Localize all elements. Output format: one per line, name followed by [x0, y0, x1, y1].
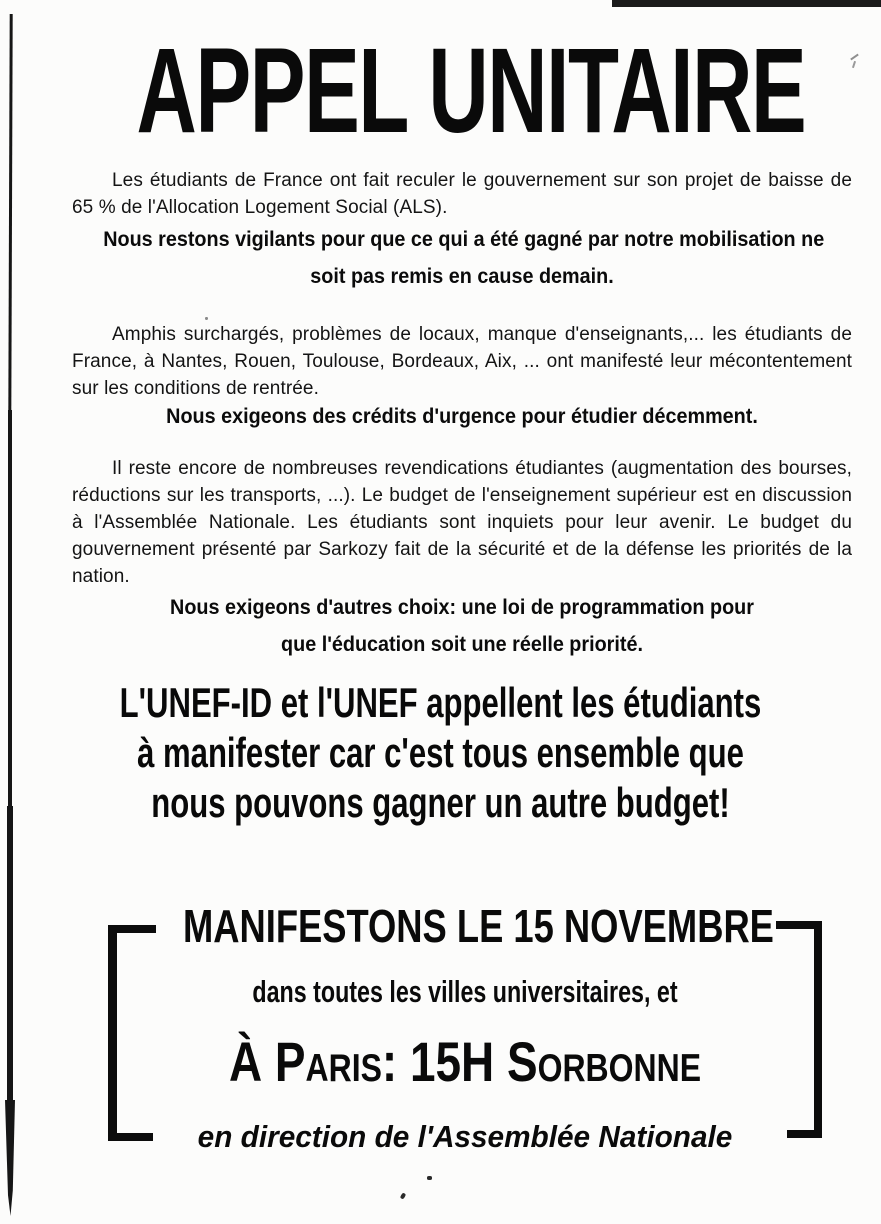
ink-speck: [427, 1176, 432, 1180]
choices-slogan-line-2: que l'éducation soit une réelle priorité.: [281, 632, 643, 656]
unef-appeal-line-1: L'UNEF-ID et l'UNEF appellent les étudiants: [119, 679, 762, 726]
conditions-paragraph: Amphis surchargés, problèmes de locaux, manque d'enseignants,... les étudiants de France, à Nantes, Rouen, Toulouse, Bordeaux, Aix, ... ont manifesté leur mécontentement sur les conditions de rentrée.: [72, 324, 852, 399]
intro-paragraph: Les étudiants de France ont fait reculer le gouvernement sur son projet de baisse de 65 % de l'Allocation Logement Social (ALS).: [72, 170, 852, 218]
scan-streak-left-tail: [5, 1100, 15, 1216]
demo-date-heading: MANIFESTONS LE 15 NOVEMBRE: [182, 900, 774, 952]
credits-slogan: [72, 398, 852, 435]
scan-streak-left-top: [8, 14, 12, 414]
vigilance-slogan: [72, 221, 852, 295]
scan-streak-left-lower: [7, 806, 13, 1106]
demo-box-border-right: [814, 922, 822, 1138]
choices-slogan-line-1: Nous exigeons d'autres choix: une loi de programmation pour: [170, 595, 754, 619]
ink-speck: [205, 317, 208, 320]
demo-direction-line: en direction de l'Assemblée Nationale: [197, 1119, 733, 1154]
pen-squiggle-mark: [848, 54, 862, 70]
budget-paragraph: Il reste encore de nombreuses revendications étudiantes (augmentation des bourses, réductions sur les transports, ...). Le budget de l'enseignement supérieur est en discussion à l'Assemblée Nationale. Les étudiants sont inquiets pour leur avenir. Le budget du gouvernement présenté par Sarkozy fait de la sécurité et de la défense les priorités de la nation.: [72, 458, 852, 587]
scan-edge-bar-top-right: [612, 0, 881, 7]
demo-cities-line: dans toutes les villes universitaires, et: [252, 974, 678, 1009]
unef-appeal-line-3: nous pouvons gagner un autre budget!: [151, 779, 730, 826]
vigilance-slogan-line-1: Nous restons vigilants pour que ce qui a été gagné par notre mobilisation ne: [103, 227, 825, 251]
demo-paris-line: À Paris: 15H Sorbonne: [228, 1030, 702, 1093]
flyer-title: APPEL UNITAIRE: [136, 22, 806, 158]
demo-box-border-top-right: [776, 921, 822, 929]
credits-slogan-line: Nous exigeons des crédits d'urgence pour étudier décemment.: [166, 404, 758, 428]
demo-box-border-left: [108, 926, 117, 1141]
unef-appeal-line-2: à manifester car c'est tous ensemble que: [137, 729, 744, 776]
choices-slogan: [72, 589, 852, 663]
demo-box-border-top-left: [108, 925, 156, 933]
vigilance-slogan-line-2: soit pas remis en cause demain.: [310, 264, 614, 288]
unef-appeal: [0, 678, 881, 828]
ink-speck: [400, 1192, 406, 1199]
